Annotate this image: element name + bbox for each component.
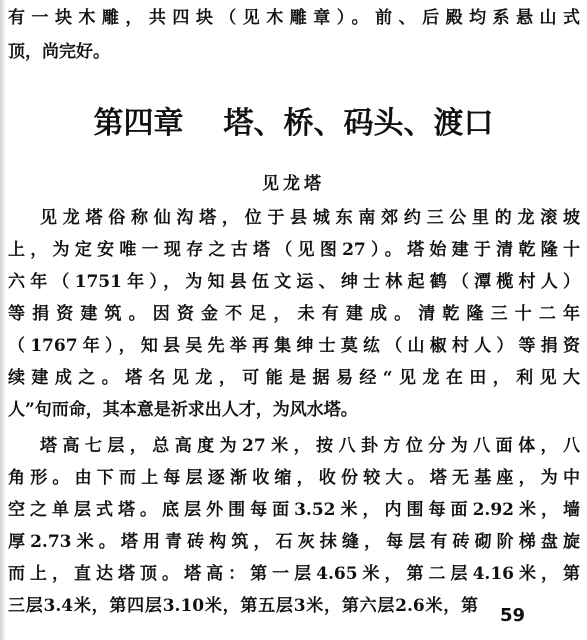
chapter-title: 塔、桥、码头、渡口 [223,106,494,141]
page-number: 59 [500,605,526,626]
paragraph-1-line-2: 上，为定安唯一现存之古塔（见图27）。塔始建于清乾隆十 [8,240,580,260]
paragraph-1-line-3: 六年（1751年），为知县伍文运、绅士林起鹤（潭榄村人） [8,272,580,292]
paragraph-2-line-1: 塔高七层，总高度为27米，按八卦方位分为八面体，八 [40,436,580,456]
paragraph-1-line-4: 等捐资建筑。因资金不足，未有建成。清乾隆三十二年 [8,304,580,324]
paragraph-1-line-5: （1767年），知县吴先举再集绅士莫纮（山椒村人）等捐资 [8,336,580,356]
chapter-number: 第四章 [93,106,184,141]
chapter-heading [0,104,587,144]
top-paragraph-line-1: 有一块木雕，共四块（见木雕章）。前、后殿均系悬山式 [8,8,580,28]
section-title: 见龙塔 [262,174,325,194]
paragraph-2-line-2: 角形。由下而上每层逐渐收缩，收份较大。塔无基座，为中 [8,468,580,488]
paragraph-1-line-6: 续建成之。塔名见龙，可能是据易经“见龙在田，利见大 [8,368,580,388]
page-binding-shadow [0,0,6,640]
paragraph-1-line-7: 人”句而命，其本意是祈求出人才，为风水塔。 [8,400,358,420]
paragraph-1-line-1: 见龙塔俗称仙沟塔，位于县城东南郊约三公里的龙滚坡 [40,208,580,228]
paragraph-2-line-4: 厚2.73米。塔用青砖构筑，石灰抹缝，每层有砖砌阶梯盘旋 [8,532,580,552]
paragraph-2-line-3: 空之单层式塔。底层外围每面3.52米，内围每面2.92米，墙 [8,500,580,520]
paragraph-2-line-6: 三层3.4米，第四层3.10米，第五层3米，第六层2.6米，第 [8,596,478,616]
paragraph-2-line-5: 而上，直达塔顶。塔高：第一层4.65米，第二层4.16米，第 [8,564,580,584]
top-paragraph-line-2: 顶，尚完好。 [8,42,110,62]
